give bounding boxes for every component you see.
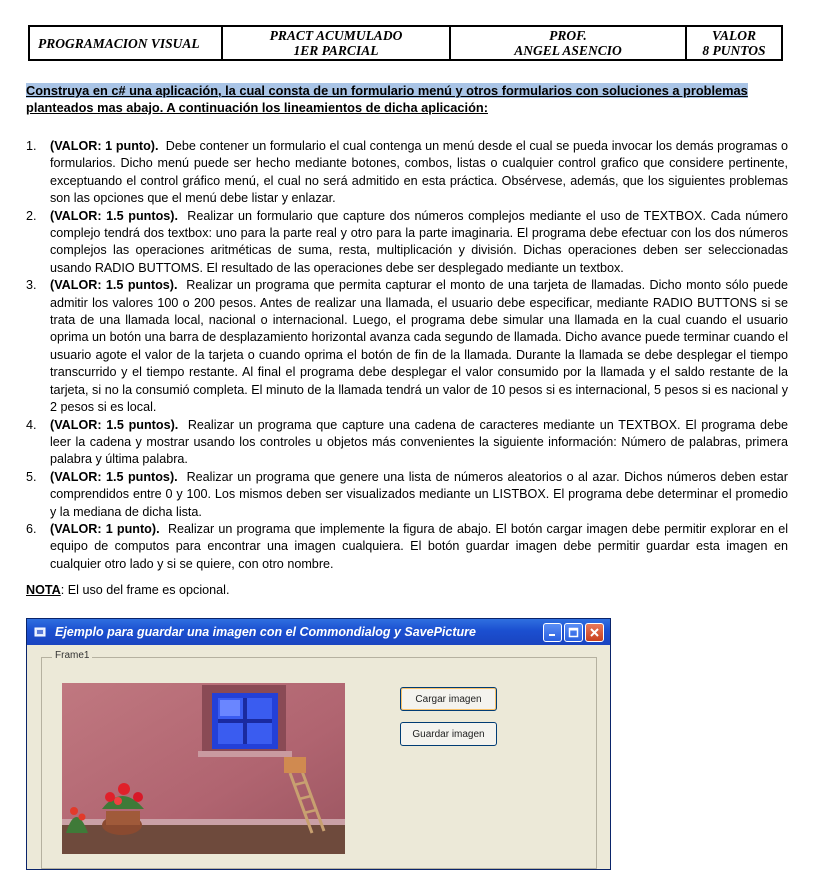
- intro-highlighted-text: Construya en c# una aplicación, la cual consta de un formulario menú y otros formularios con soluciones a problemas: [26, 83, 748, 98]
- header-prof-line1: PROF.: [549, 28, 587, 43]
- header-course: [30, 27, 223, 59]
- item-value: (VALOR: 1 punto).: [50, 521, 160, 536]
- frame-group: [41, 650, 597, 869]
- item-number: 1.: [26, 139, 37, 153]
- item-number: 2.: [26, 208, 37, 223]
- header-value-line1: VALOR: [711, 28, 756, 43]
- minimize-icon: [547, 627, 558, 638]
- frame-label: Frame1: [52, 650, 92, 661]
- item-value: (VALOR: 1.5 puntos).: [50, 417, 179, 432]
- item-text: [50, 277, 788, 416]
- item-description: Realizar un formulario que capture dos números complejos mediante el uso de TEXTBOX. Cada número complejo tendrá dos textbox: uno para la parte real y otro para la parte imaginaria. El programa debe efectuar con los dos números complejos las operaciones aritméticas de suma, resta, multiplicación y división. Dichas operaciones deben ser seleccionadas usando RADIO BUTTOMS. El resultado de las operaciones debe ser desplegado mediante un textbox.: [50, 208, 789, 275]
- item-value: (VALOR: 1.5 puntos).: [50, 278, 178, 293]
- list-item: [26, 138, 788, 208]
- item-text: [50, 469, 788, 521]
- item-description: Realizar un programa que capture una cadena de caracteres mediante un TEXTBOX. El programa debe leer la cadena y mostrar usando los controles u objetos más convenientes la siguiente información: Número de palabras, primera palabra y última palabra.: [50, 417, 788, 467]
- item-number: 6.: [26, 521, 37, 536]
- note-text: : El uso del frame es opcional.: [60, 583, 230, 597]
- close-button[interactable]: [585, 623, 604, 642]
- app-icon: [33, 625, 47, 639]
- picture-box-image: [62, 683, 345, 854]
- header-table: [28, 25, 783, 61]
- note-line: [26, 583, 229, 597]
- note-label: NOTA: [26, 583, 61, 597]
- header-value: [687, 27, 781, 59]
- item-number: 5.: [26, 469, 37, 484]
- requirements-list: [26, 138, 788, 573]
- header-value-line2: 8 PUNTOS: [702, 43, 766, 58]
- list-item: [26, 521, 788, 573]
- item-text: [50, 138, 788, 208]
- item-text: [50, 208, 788, 278]
- list-item: [26, 277, 788, 416]
- list-item: [26, 469, 788, 521]
- item-value: (VALOR: 1 punto).: [50, 139, 159, 153]
- item-number: 3.: [26, 278, 37, 293]
- item-description: Realizar un programa que genere una lista de números aleatorios o al azar. Dichos números deben estar comprendidos entre 0 y 100. Los mismos deben ser visualizados mediante un LISTBOX. El programa debe determinar el promedio y la mediana de dicha lista.: [50, 469, 789, 519]
- header-practice-line2: 1ER PARCIAL: [293, 43, 379, 58]
- header-practice: [223, 27, 451, 59]
- example-window: [26, 618, 611, 870]
- minimize-button[interactable]: [543, 623, 562, 642]
- header-course-text: PROGRAMACION VISUAL: [38, 35, 200, 51]
- save-image-button[interactable]: Guardar imagen: [400, 722, 497, 746]
- maximize-icon: [568, 627, 579, 638]
- list-item: [26, 208, 788, 278]
- item-value: (VALOR: 1.5 puntos).: [50, 469, 178, 484]
- header-professor: [451, 27, 687, 59]
- list-item: [26, 417, 788, 469]
- item-value: (VALOR: 1.5 puntos).: [50, 208, 178, 223]
- close-icon: [589, 627, 600, 638]
- item-text: [50, 417, 788, 469]
- item-description: Realizar un programa que permita capturar el monto de una tarjeta de llamadas. Dicho monto sólo puede admitir los valores 100 o 200 pesos. Antes de realizar una llamada, el usuario debe especificar, mediante RADIO BUTTONS si se trata de una llamada local, nacional o internacional. Luego, el programa debe simular una llamada en la cual cuando el usuario oprima un botón una barra de desplazamiento horizontal avanza cada segundo de llamada. Dicho avance puede terminar cuando el usuario agote el valor de la tarjeta o cuando oprima el botón de fin de la llamada. Durante la llamada se debe desplegar el tiempo transcurrido y el tiempo restante. Al final el programa debe desplegar el valor consumido por la llamada y el saldo restante de la tarjeta, si no la consumió completa. El minuto de la llamada tendrá un valor de 10 pesos si es internacional, 5 pesos si es nacional y 2 pesos si es local.: [50, 278, 789, 415]
- window-titlebar[interactable]: [27, 619, 610, 645]
- header-prof-line2: ANGEL ASENCIO: [514, 43, 622, 58]
- maximize-button[interactable]: [564, 623, 583, 642]
- intro-paragraph: [26, 82, 786, 116]
- item-text: [50, 521, 788, 573]
- window-title: Ejemplo para guardar una imagen con el Commondialog y SavePicture: [55, 625, 476, 639]
- item-number: 4.: [26, 417, 37, 432]
- load-image-button[interactable]: Cargar imagen: [400, 687, 497, 711]
- intro-rest-text: planteados mas abajo. A continuación los lineamientos de dicha aplicación:: [26, 100, 488, 115]
- item-description: Realizar un programa que implemente la figura de abajo. El botón cargar imagen debe permitir explorar en el equipo de computos para encontrar una imagen cualquiera. El botón guardar imagen debe permitir guardar esta imagen en cualquier otro lado y si se quiere, con otro nombre.: [50, 521, 788, 571]
- item-description: Debe contener un formulario el cual contenga un menú desde el cual se pueda invocar los demás programas o formularios. Dicho menú puede ser hecho mediante botones, combos, listas o cualquier control grafico que considere pertinente, exceptuando el control gráfico menú, el cual no será admitido en esta práctica. Obsérvese, además, que los siguientes problemas son las opciones que el menú debe listar y enlazar.: [50, 139, 788, 206]
- header-practice-line1: PRACT ACUMULADO: [269, 28, 403, 43]
